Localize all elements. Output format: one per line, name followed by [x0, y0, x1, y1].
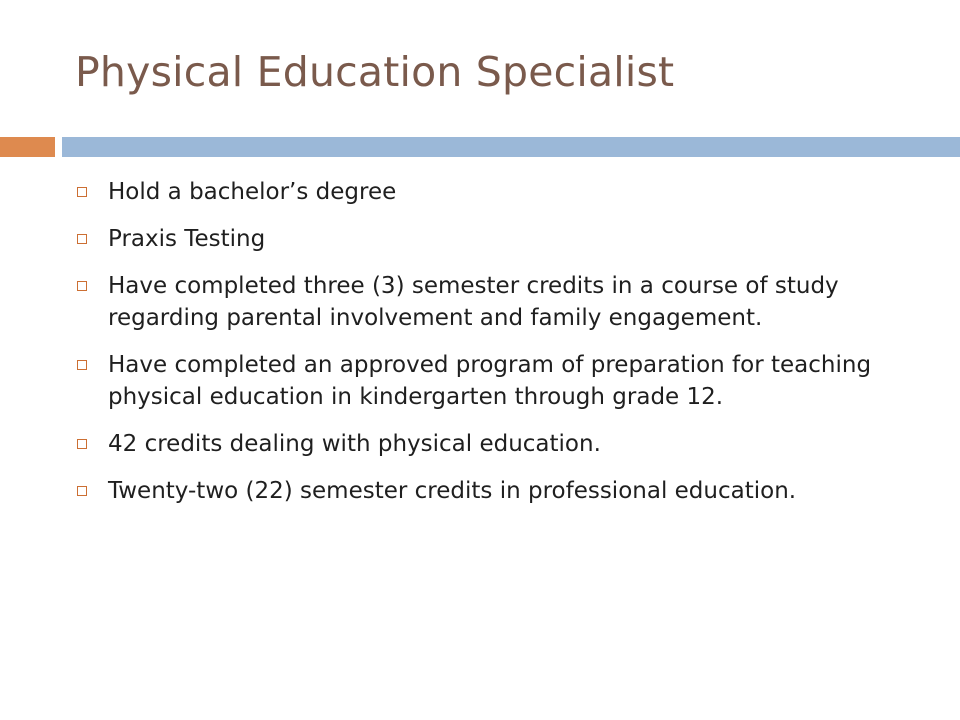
bullet-item: [75, 475, 905, 507]
bullet-item: [75, 349, 905, 413]
bullet-list: [75, 176, 905, 522]
bullet-item: [75, 223, 905, 255]
bullet-item: [75, 428, 905, 460]
bullet-item: [75, 176, 905, 208]
bullet-text: 42 credits dealing with physical education.: [108, 431, 601, 457]
title-accent-bar: [0, 137, 55, 157]
bullet-text: Twenty-two (22) semester credits in professional education.: [108, 478, 797, 504]
slide-title: Physical Education Specialist: [75, 48, 675, 96]
bullet-item: [75, 270, 905, 334]
bullet-text: Hold a bachelor’s degree: [108, 179, 397, 205]
title-rule-bar: [62, 137, 960, 157]
bullet-text: Praxis Testing: [108, 226, 266, 252]
square-bullet-icon: [77, 439, 87, 449]
square-bullet-icon: [77, 234, 87, 244]
bullet-text: Have completed an approved program of preparation for teaching physical education in kindergarten through grade 12.: [108, 352, 872, 410]
square-bullet-icon: [77, 281, 87, 291]
bullet-text: Have completed three (3) semester credits in a course of study regarding parental involvement and family engagement.: [108, 273, 839, 331]
square-bullet-icon: [77, 486, 87, 496]
square-bullet-icon: [77, 360, 87, 370]
square-bullet-icon: [77, 187, 87, 197]
